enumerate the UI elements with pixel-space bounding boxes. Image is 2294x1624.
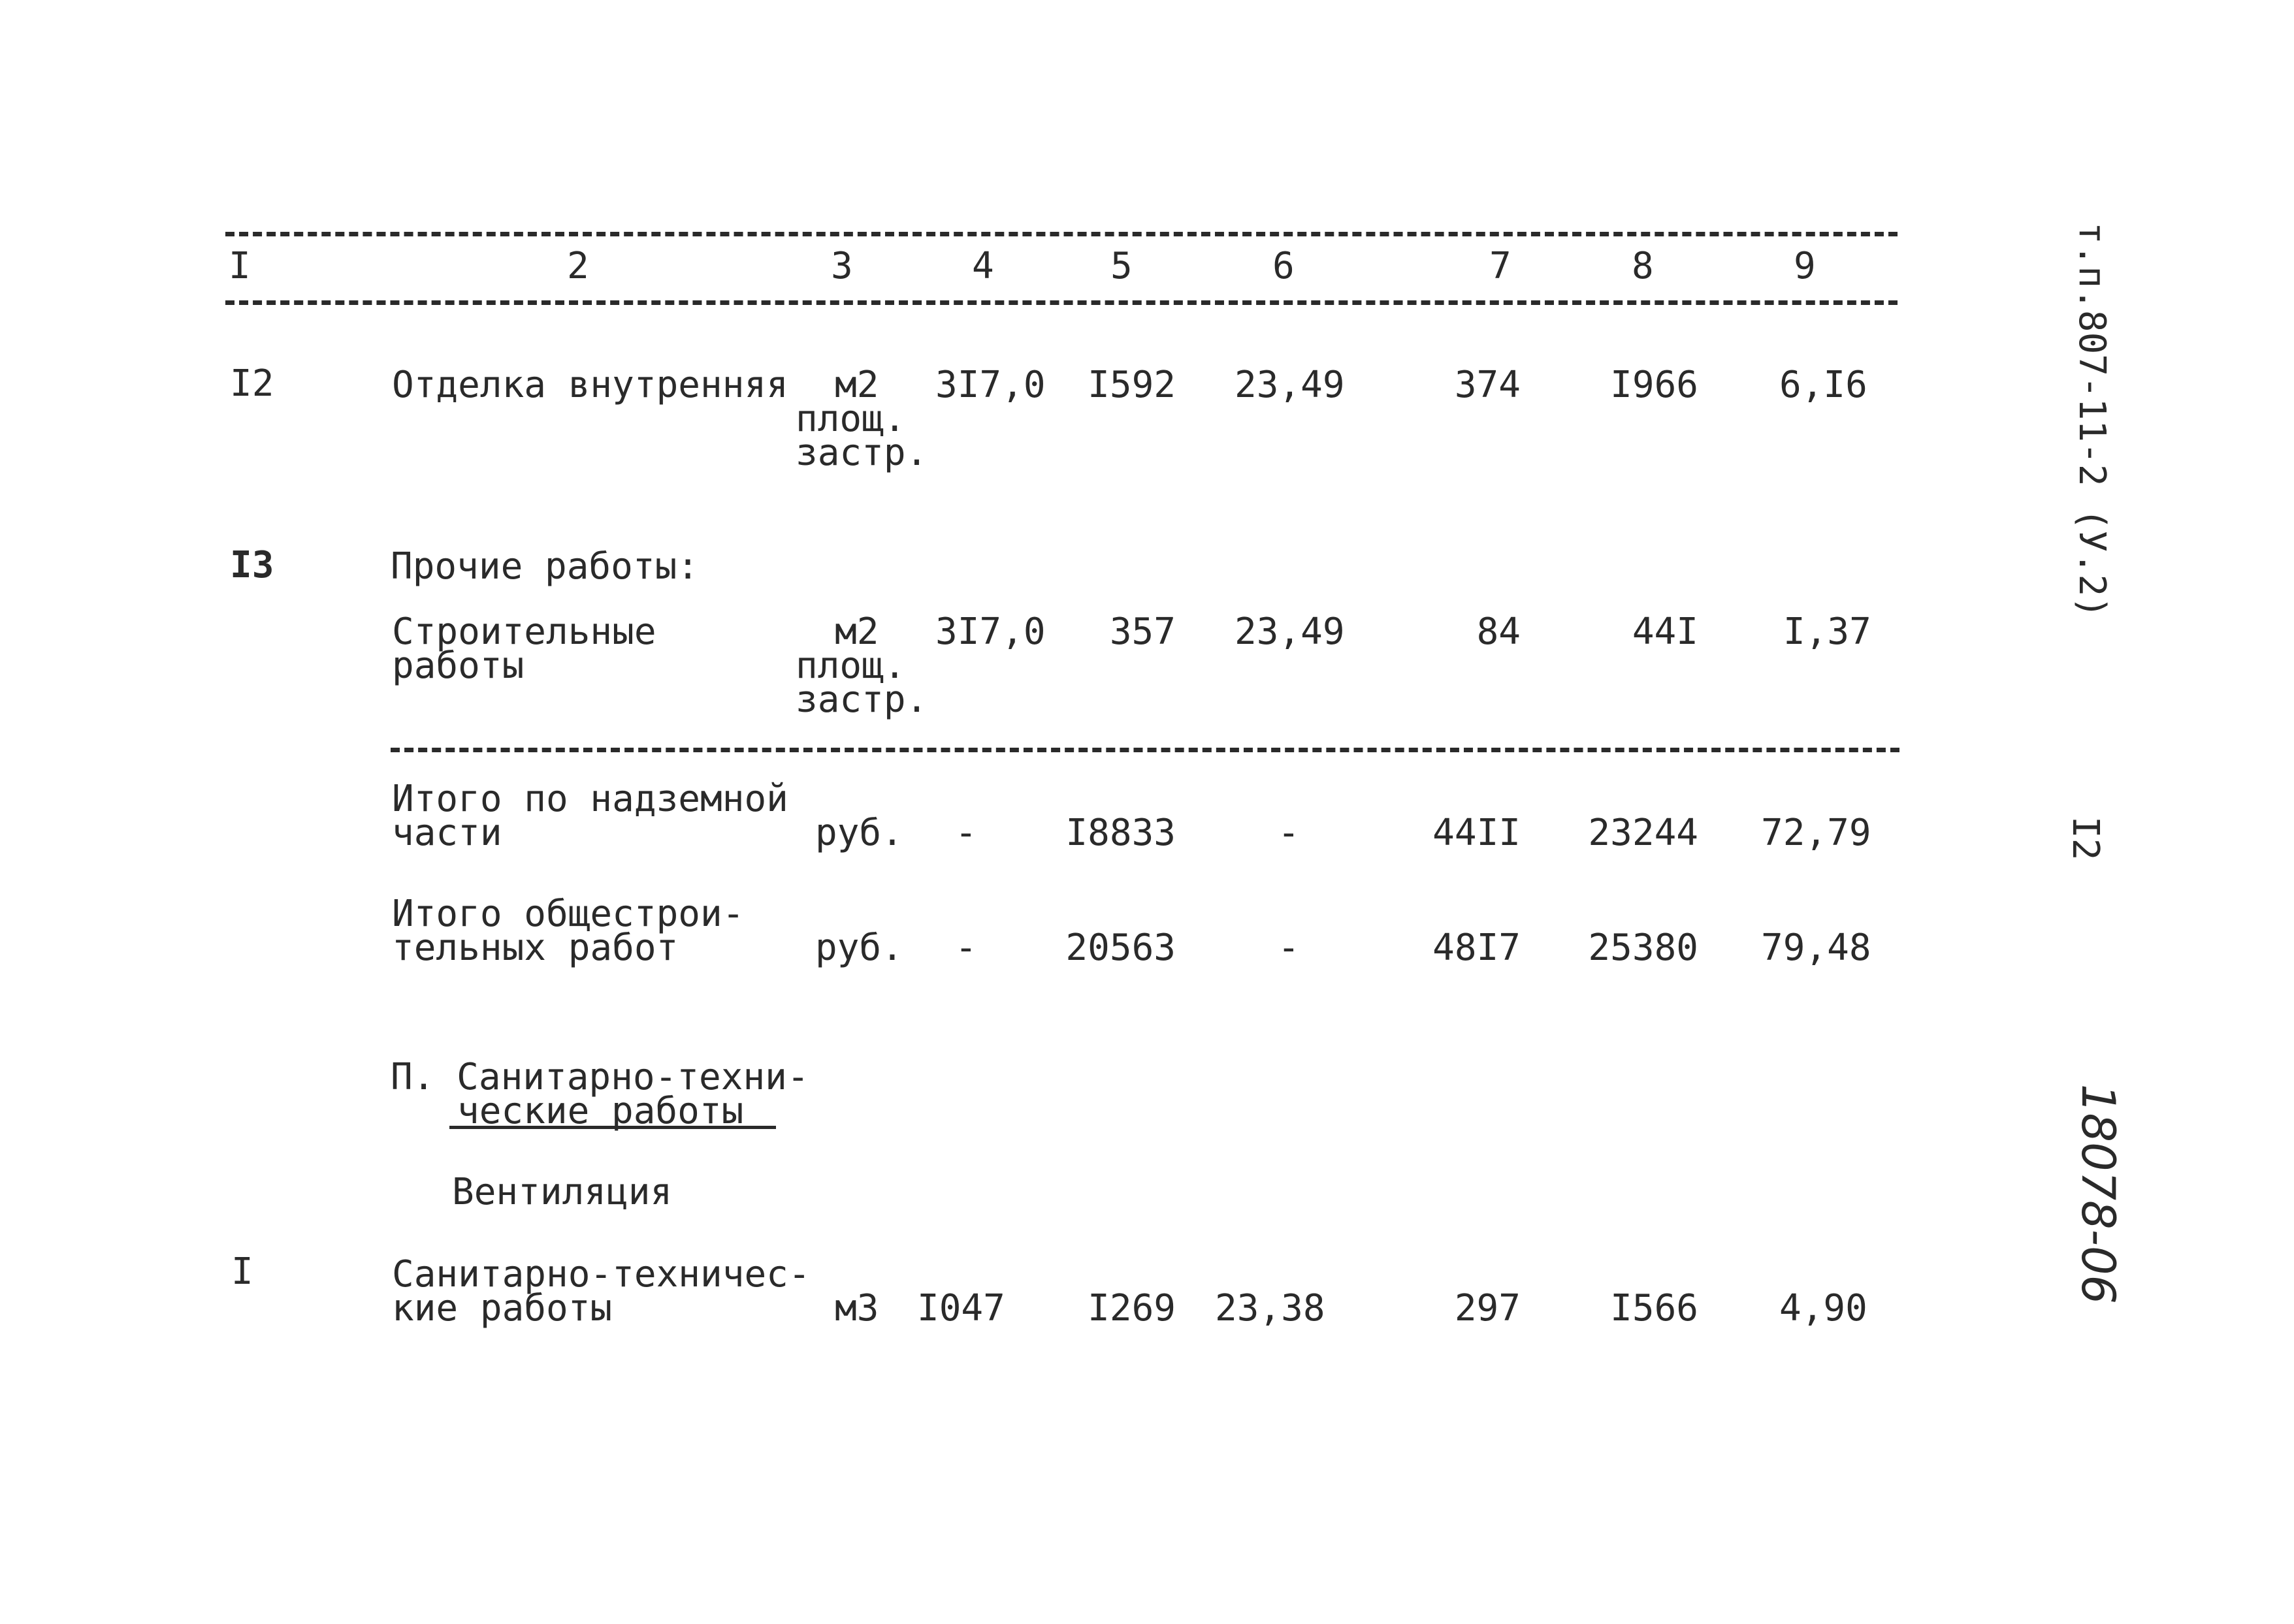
margin-inventory-number: 18078-06 <box>2071 1084 2125 1305</box>
total-above-unit: руб. <box>815 812 903 854</box>
col-header-3: 3 <box>831 245 853 287</box>
row13-name: Прочие работы: <box>391 545 700 588</box>
total-general-col9: 79,48 <box>1761 927 1871 969</box>
total-above-col5: I8833 <box>1065 812 1176 854</box>
total-above-col7: 44II <box>1432 812 1521 854</box>
row12-number: I2 <box>230 362 274 405</box>
row13a-col9: I,37 <box>1783 611 1871 653</box>
total-general-col4: - <box>955 927 977 969</box>
row1-name-2: кие работы <box>392 1287 613 1329</box>
row1-col4: I047 <box>917 1287 1005 1329</box>
row13-number: I3 <box>230 544 274 586</box>
row13a-col4: 3I7,0 <box>935 611 1046 653</box>
header-bottom-rule <box>225 300 1898 305</box>
header-top-rule <box>225 232 1898 236</box>
row12-col8: I966 <box>1610 364 1698 406</box>
row12-col5: I592 <box>1088 364 1176 406</box>
total-above-col9: 72,79 <box>1761 812 1871 854</box>
total-general-col7: 48I7 <box>1432 927 1521 969</box>
subtotal-rule <box>391 748 1899 752</box>
col-header-6: 6 <box>1272 245 1295 287</box>
row1-col6: 23,38 <box>1215 1287 1325 1329</box>
row12-unit-2: площ. <box>796 398 906 440</box>
row13a-unit-2: площ. <box>796 645 906 687</box>
total-general-col5: 20563 <box>1065 927 1176 969</box>
row13a-col8: 44I <box>1632 611 1698 653</box>
row13a-col5: 357 <box>1109 611 1176 653</box>
row1-name-1: Санитарно-техничес- <box>392 1253 811 1296</box>
row1-col8: I566 <box>1610 1287 1698 1329</box>
col-header-9: 9 <box>1794 245 1816 287</box>
row1-col9: 4,90 <box>1779 1287 1867 1329</box>
col-header-8: 8 <box>1632 245 1654 287</box>
col-header-1: I <box>229 245 251 287</box>
section2-subtitle: Вентиляция <box>452 1171 673 1213</box>
row12-unit-1: м2 <box>835 364 879 406</box>
row12-col9: 6,I6 <box>1779 364 1867 406</box>
row13a-unit-1: м2 <box>835 611 879 653</box>
margin-doc-code: т.п.807-11-2 (У.2) <box>2071 222 2113 618</box>
row12-col7: 374 <box>1454 364 1521 406</box>
section2-title-underline <box>449 1126 776 1129</box>
total-above-name-2: части <box>392 812 502 854</box>
margin-page-number: I2 <box>2064 816 2107 861</box>
row13a-name-1: Строительные <box>392 611 656 653</box>
row13a-col6: 23,49 <box>1235 611 1345 653</box>
total-general-name-2: тельных работ <box>392 927 679 969</box>
section2-title-2: ческие работы <box>457 1090 744 1132</box>
total-general-col6: - <box>1278 927 1300 969</box>
col-header-2: 2 <box>567 245 589 287</box>
col-header-7: 7 <box>1489 245 1511 287</box>
row12-unit-3: застр. <box>796 432 928 474</box>
row1-number: I <box>231 1250 253 1293</box>
total-general-col8: 25380 <box>1588 927 1698 969</box>
total-general-name-1: Итого общестрои- <box>392 893 745 935</box>
section2-title-1: П. Санитарно-техни- <box>391 1056 809 1098</box>
col-header-4: 4 <box>972 245 994 287</box>
row1-unit: м3 <box>835 1287 879 1329</box>
total-above-col4: - <box>955 812 977 854</box>
col-header-5: 5 <box>1110 245 1133 287</box>
row13a-name-2: работы <box>392 645 525 687</box>
row1-col7: 297 <box>1454 1287 1521 1329</box>
row12-name: Отделка внутренняя <box>392 364 788 406</box>
row12-col6: 23,49 <box>1235 364 1345 406</box>
total-above-col8: 23244 <box>1588 812 1698 854</box>
total-above-name-1: Итого по надземной <box>392 778 788 820</box>
row13a-unit-3: застр. <box>796 678 928 721</box>
total-general-unit: руб. <box>815 927 903 969</box>
row12-col4: 3I7,0 <box>935 364 1046 406</box>
row1-col5: I269 <box>1088 1287 1176 1329</box>
total-above-col6: - <box>1278 812 1300 854</box>
row13a-col7: 84 <box>1476 611 1521 653</box>
